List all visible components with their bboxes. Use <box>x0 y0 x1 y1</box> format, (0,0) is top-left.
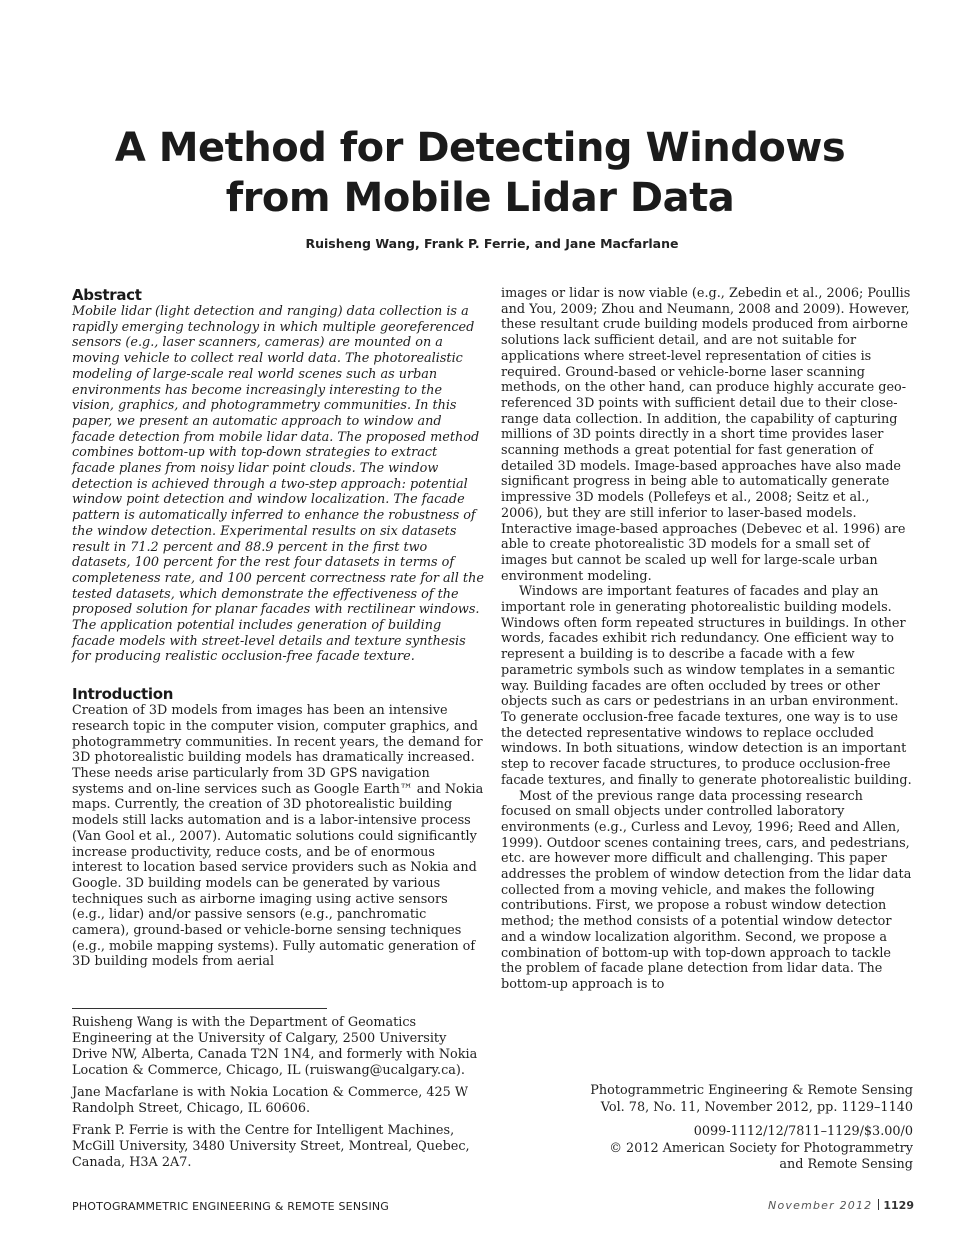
author-footnotes <box>72 1008 484 1177</box>
right-paragraph-3: Most of the previous range data processing research focused on small objects under controlled laboratory environments (e.g., Curless and Levoy, 1996; Reed and Allen, 1999). Outdoor scenes containing trees, cars, and pedestrians, etc. are however more difficult and challenging. This paper addresses the problem of window detection from the lidar data collected from a moving vehicle, and makes the following contributions. First, we propose a robust window detection method; the method consists of a potential window detector and a window localization algorithm. Second, we propose a combination of bottom-up with top-down approach to tackle the problem of facade plane detection from lidar data. The bottom-up approach is to <box>501 788 912 992</box>
author-list: Ruisheng Wang, Frank P. Ferrie, and Jane Macfarlane <box>305 236 679 251</box>
abstract-heading: Abstract <box>72 286 142 304</box>
journal-name: Photogrammetric Engineering & Remote Sensing <box>590 1083 913 1098</box>
journal-volume: Vol. 78, No. 11, November 2012, pp. 1129–1140 <box>600 1099 913 1115</box>
page-number: 1129 <box>883 1199 914 1212</box>
left-column <box>72 286 484 970</box>
journal-copyright: © 2012 American Society for Photogrammetry <box>609 1140 913 1156</box>
right-paragraph-1: images or lidar is now viable (e.g., Zebedin et al., 2006; Poullis and You, 2009; Zhou and Neumann, 2008 and 2009). However, these resultant crude building models produced from airborne solutions lack sufficient detail, and are not suitable for applications where street-level representation of cities is required. Ground-based or vehicle-borne laser scanning methods, on the other hand, can produce highly accurate geo-referenced 3D points with sufficient detail due to their close-range data collection. In addition, the capability of capturing millions of 3D points directly in a short time provides laser scanning methods a great potential for fast generation of detailed 3D models. Image-based approaches have also made significant progress in being able to automatically generate impressive 3D models (Pollefeys et al., 2008; Seitz et al., 2006), but they are still inferior to laser-based models. Interactive image-based approaches (Debevec et al. 1996) are able to create photorealistic 3D models for a small set of images but cannot be scaled up well for large-scale urban environment modeling. <box>501 286 911 584</box>
footer-month: November 2012 <box>768 1199 873 1212</box>
title-line-1: A Method for Detecting Windows <box>114 124 846 171</box>
journal-copyright-cont: and Remote Sensing <box>779 1157 913 1172</box>
right-column <box>501 286 913 993</box>
introduction-heading: Introduction <box>72 685 174 704</box>
introduction-paragraph-1: Creation of 3D models from images has been an intensive research topic in the computer vision, computer graphics, and photogrammetry communities. In recent years, the demand for 3D photorealistic building models has dramatically increased. These needs arise particularly from 3D GPS navigation systems and on-line services such as Google Earth™ and Nokia maps. Currently, the creation of 3D photorealistic building models still lacks automation and is a labor-intensive process (Van Gool et al., 2007). Automatic solutions could significantly increase productivity, reduce costs, and be of enormous interest to location based service providers such as Nokia and Google. 3D building models can be generated by various techniques such as airborne imaging using active sensors (e.g., lidar) and/or passive sensors (e.g., panchromatic camera), ground-based or vehicle-borne sensing techniques (e.g., mobile mapping systems). Fully automatic generation of 3D building models from aerial <box>72 703 484 970</box>
title-line-2: from Mobile Lidar Data <box>225 174 735 221</box>
footer-journal-name: PHOTOGRAMMETRIC ENGINEERING & REMOTE SENSING <box>72 1200 390 1213</box>
abstract-text: Mobile lidar (light detection and ranging) data collection is a rapidly emerging technology in which multiple georeferenced sensors (e.g., laser scanners, cameras) are mounted on a moving vehicle to collect real world data. The photorealistic modeling of large-scale real world scenes such as urban environments has become increasingly interesting to the vision, graphics, and photogrammetry communities. In this paper, we present an automatic approach to window and facade detection from mobile lidar data. The proposed method combines bottom-up with top-down strategies to extract facade planes from noisy lidar point clouds. The window detection is achieved through a two-step approach: potential window point detection and window localization. The facade pattern is automatically inferred to enhance the robustness of the window detection. Experimental results on six datasets result in 71.2 percent and 88.9 percent in the first two datasets, 100 percent for the rest four datasets in terms of completeness rate, and 100 percent correctness rate for all the tested datasets, which demonstrate the effectiveness of the proposed solution for planar facades with rectilinear windows. The application potential includes generation of building facade models with street-level details and texture synthesis for producing realistic occlusion-free facade texture. <box>72 304 484 665</box>
footnote-wang: Ruisheng Wang is with the Department of Geomatics Engineering at the University of Calgary, 2500 University Drive NW, Alberta, Canada T2N 1N4, and formerly with Nokia Location & Commerce, Chicago, IL (ruiswang@ucalgary.ca). <box>72 1015 478 1078</box>
footer-separator <box>878 1199 879 1210</box>
paper-title <box>0 123 960 223</box>
journal-code: 0099-1112/12/7811–1129/$3.00/0 <box>693 1124 913 1139</box>
footnote-divider <box>72 1008 327 1009</box>
right-paragraph-2: Windows are important features of facades and play an important role in generating photorealistic building models. Windows often form repeated structures in buildings. In other words, facades exhibit rich redundancy. One efficient way to represent a building is to describe a facade with a few parametric symbols such as window templates in a semantic way. Building facades are often occluded by trees or other objects such as cars or pedestrians in an urban environment. To generate occlusion-free facade textures, one way is to use the detected representative windows to replace occluded windows. In both situations, window detection is an important step to recover facade structures, to produce occlusion-free facade textures, and finally to generate photorealistic building. <box>501 584 912 788</box>
footnote-macfarlane: Jane Macfarlane is with Nokia Location & Commerce, 425 W Randolph Street, Chicago, IL 60606. <box>72 1085 468 1116</box>
footer-page-info <box>768 1199 914 1212</box>
journal-info <box>560 1083 913 1174</box>
footnote-ferrie: Frank P. Ferrie is with the Centre for Intelligent Machines, McGill University, 3480 University Street, Montreal, Quebec, Canada, H3A 2A7. <box>72 1123 470 1170</box>
